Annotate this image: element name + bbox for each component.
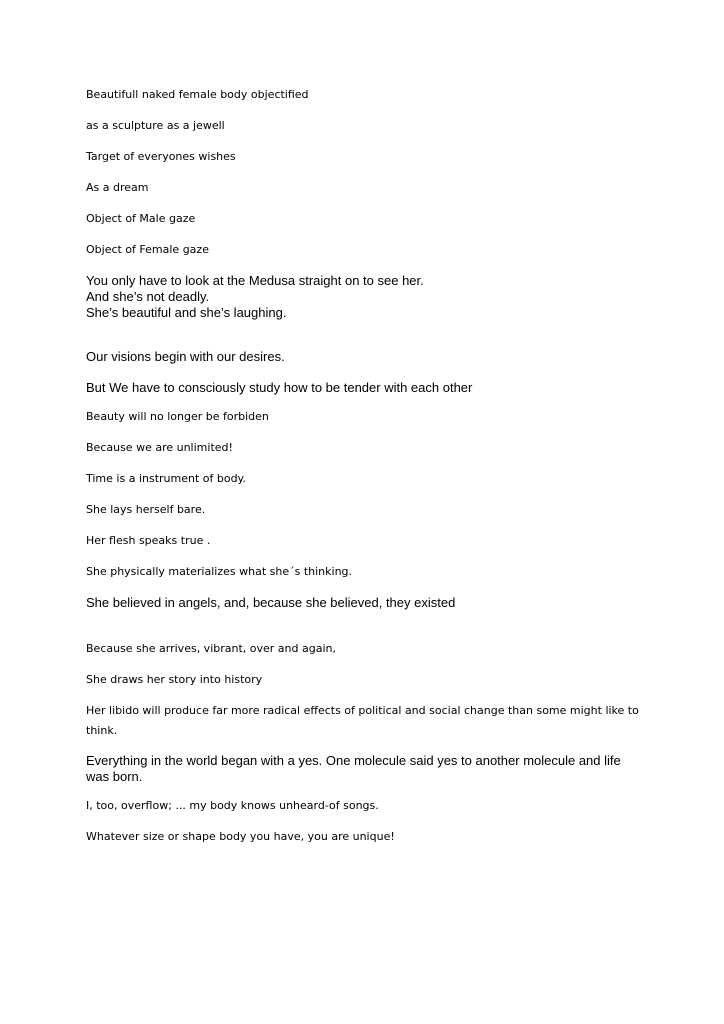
- text-line: Because she arrives, vibrant, over and again,: [86, 642, 336, 655]
- text-paragraph: Everything in the world began with a yes. One molecule said yes to another molecule and life was born.: [86, 753, 621, 784]
- text-paragraph: Her libido will produce far more radical effects of political and social change than some might like to think.: [86, 704, 639, 737]
- text-line: Our visions begin with our desires.: [86, 349, 285, 364]
- text-line: Object of Female gaze: [86, 243, 209, 256]
- text-line: Beauty will no longer be forbiden: [86, 410, 269, 423]
- text-line: She draws her story into history: [86, 673, 263, 686]
- text-line: She lays herself bare.: [86, 503, 206, 516]
- medusa-line: She’s beautiful and she’s laughing.: [86, 305, 287, 320]
- text-line: But We have to consciously study how to be tender with each other: [86, 380, 473, 395]
- text-line: I, too, overflow; ... my body knows unheard-of songs.: [86, 799, 379, 812]
- medusa-line: And she’s not deadly.: [86, 289, 210, 304]
- text-line: as a sculpture as a jewell: [86, 119, 225, 132]
- text-line: As a dream: [86, 181, 149, 194]
- text-line: Because we are unlimited!: [86, 441, 233, 454]
- text-line: Whatever size or shape body you have, you are unique!: [86, 830, 395, 843]
- medusa-line: You only have to look at the Medusa straight on to see her.: [86, 273, 424, 288]
- text-line: Target of everyones wishes: [86, 150, 236, 163]
- text-line: Her flesh speaks true .: [86, 534, 211, 547]
- text-line: Beautifull naked female body objectified: [86, 88, 309, 101]
- text-line: She believed in angels, and, because she believed, they existed: [86, 595, 456, 610]
- text-line: She physically materializes what she´s thinking.: [86, 565, 353, 578]
- text-line: Time is a instrument of body.: [86, 472, 246, 485]
- text-line: Object of Male gaze: [86, 212, 196, 225]
